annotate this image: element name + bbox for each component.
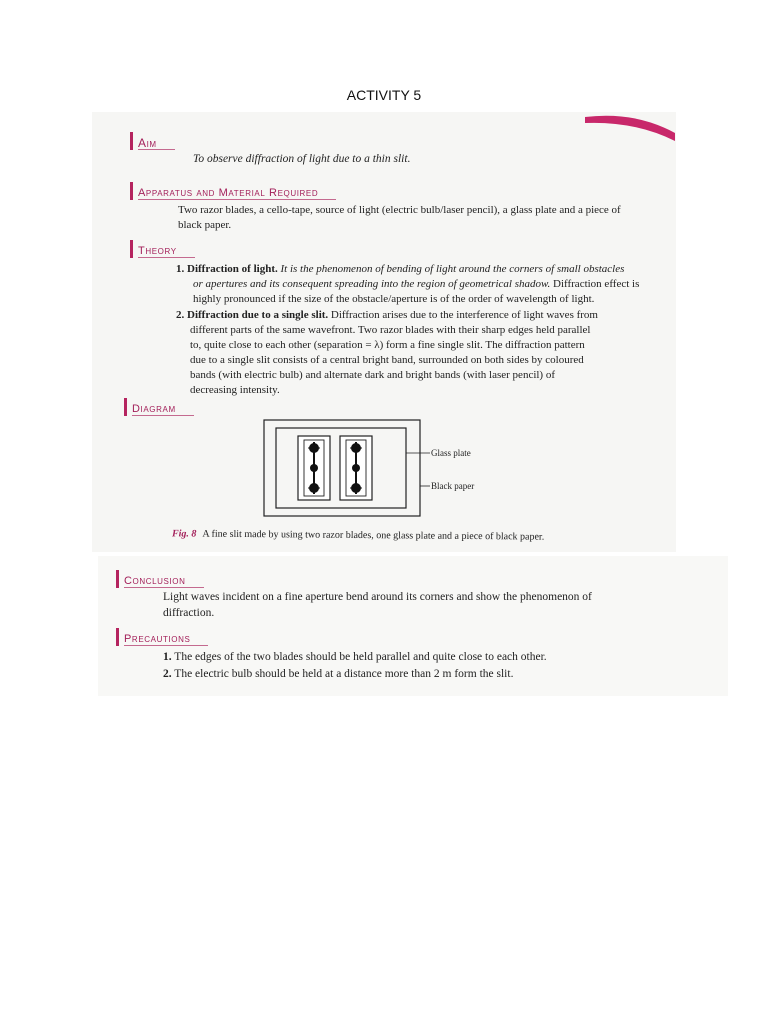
glass-plate-label: Glass plate xyxy=(431,448,471,458)
precaution-item-2 xyxy=(163,667,513,682)
theory-item-2-title: Diffraction due to a single slit. xyxy=(187,309,329,321)
theory-item-2-line-4: due to a single slit consists of a central bright band, surrounded on both sides by coloured xyxy=(190,354,584,366)
conclusion-heading xyxy=(116,570,204,588)
figure-caption-text: A fine slit made by using two razor blades, one glass plate and a piece of black paper. xyxy=(202,528,545,543)
theory-item-2-line-5: bands (with electric bulb) and alternate dark and bright bands (with laser pencil) of xyxy=(190,369,556,381)
theory-item-1-line-2-tail: Diffraction effect is xyxy=(553,278,640,290)
theory-item-2-line-3: to, quite close to each other (separation = λ) form a fine single slit. The diffraction pattern xyxy=(190,339,585,351)
apparatus-line-2: black paper. xyxy=(178,219,232,231)
precaution-item-2-text: The electric bulb should be held at a distance more than 2 m form the slit. xyxy=(174,668,514,680)
theory-item-1-number: 1. xyxy=(176,263,185,275)
theory-item-1-italic-2: or apertures and its consequent spreading into the region of geometrical shadow. xyxy=(193,278,551,290)
aim-heading xyxy=(130,132,175,150)
theory-item-2-line-6: decreasing intensity. xyxy=(190,384,280,396)
diagram-heading-label: Diagram xyxy=(132,403,194,416)
theory-item-1-line-2 xyxy=(193,277,639,292)
aim-text: To observe diffraction of light due to a thin slit. xyxy=(193,153,411,165)
razor-blade-right xyxy=(340,436,372,500)
aim-heading-label: Aim xyxy=(138,137,175,150)
activity-title: ACTIVITY 5 xyxy=(346,87,422,103)
theory-item-1-italic-1: It is the phenomenon of bending of light around the corners of small obstacles xyxy=(280,263,625,275)
theory-item-2-line-2: different parts of the same wavefront. Two razor blades with their sharp edges held parallel xyxy=(190,324,591,336)
theory-item-1-title: Diffraction of light. xyxy=(187,263,278,275)
conclusion-line-2: diffraction. xyxy=(163,607,215,619)
diagram-heading xyxy=(124,398,194,416)
theory-item-2-number: 2. xyxy=(176,309,185,321)
conclusion-heading-label: Conclusion xyxy=(124,575,204,588)
theory-heading-label: Theory xyxy=(138,245,195,258)
razor-slit-diagram xyxy=(262,418,432,518)
razor-blade-left xyxy=(298,436,330,500)
theory-item-1-line-3: highly pronounced if the size of the obstacle/aperture is of the order of wavelength of light. xyxy=(193,293,595,305)
theory-item-1-line-1 xyxy=(176,262,624,277)
theory-item-2-line-1 xyxy=(176,308,598,323)
apparatus-line-1: Two razor blades, a cello-tape, source of light (electric bulb/laser pencil), a glass plate and a piece of xyxy=(178,204,621,216)
theory-item-2-line-1-tail: Diffraction arises due to the interference of light waves from xyxy=(330,309,598,321)
theory-heading xyxy=(130,240,195,258)
apparatus-heading-label: Apparatus and Material Required xyxy=(138,187,336,200)
black-paper-label: Black paper xyxy=(431,481,475,491)
precaution-item-1 xyxy=(163,650,547,665)
precaution-item-1-number: 1. xyxy=(163,651,172,663)
corner-decoration xyxy=(580,105,680,145)
precautions-heading xyxy=(116,628,208,646)
precautions-heading-label: Precautions xyxy=(124,633,208,646)
precaution-item-1-text: The edges of the two blades should be held parallel and quite close to each other. xyxy=(174,651,547,663)
figure-number: Fig. 8 xyxy=(171,528,197,540)
apparatus-heading xyxy=(130,182,336,200)
conclusion-line-1: Light waves incident on a fine aperture bend around its corners and show the phenomenon of xyxy=(163,591,592,603)
precaution-item-2-number: 2. xyxy=(163,668,172,680)
